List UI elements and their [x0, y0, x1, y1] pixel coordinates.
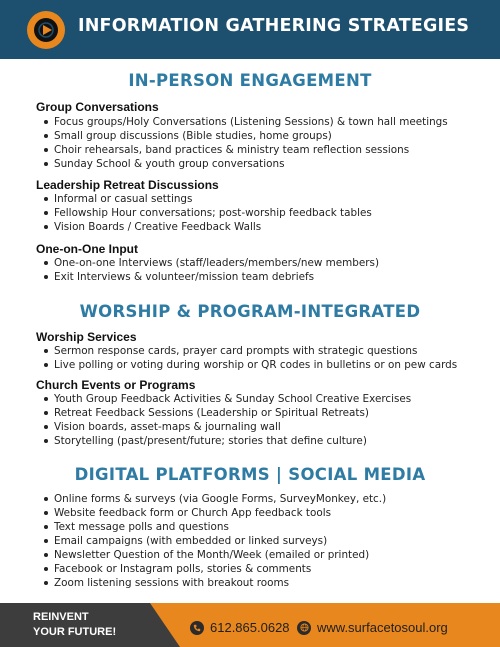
- list-item: Vision Boards / Creative Feedback Walls: [44, 220, 372, 234]
- list-item: Website feedback form or Church App feedback tools: [44, 506, 386, 520]
- list-worship-services: [44, 344, 457, 372]
- list-item: Focus groups/Holy Conversations (Listening Sessions) & town hall meetings: [44, 115, 448, 129]
- list-item: Zoom listening sessions with breakout rooms: [44, 576, 386, 590]
- list-item: Youth Group Feedback Activities & Sunday School Creative Exercises: [44, 392, 411, 406]
- list-item: Storytelling (past/present/future; stories that define culture): [44, 434, 411, 448]
- group-title-worship-services: Worship Services: [36, 330, 137, 344]
- website-url: www.surfacetosoul.org: [317, 620, 448, 635]
- list-item: Exit Interviews & volunteer/mission team debriefs: [44, 270, 379, 284]
- list-item: Facebook or Instagram polls, stories & comments: [44, 562, 386, 576]
- logo: [27, 11, 65, 49]
- list-item: Fellowship Hour conversations; post-worship feedback tables: [44, 206, 372, 220]
- list-digital-platforms: [44, 492, 386, 590]
- group-title-leadership-retreat: Leadership Retreat Discussions: [36, 178, 219, 192]
- list-item: One-on-one Interviews (staff/leaders/members/new members): [44, 256, 379, 270]
- section-title-worship: WORSHIP & PROGRAM-INTEGRATED: [79, 302, 421, 321]
- list-item: Sermon response cards, prayer card prompts with strategic questions: [44, 344, 457, 358]
- page-footer: [0, 603, 500, 647]
- website-link[interactable]: [297, 620, 448, 635]
- list-leadership-retreat: [44, 192, 372, 234]
- logo-inner-icon: [34, 18, 58, 42]
- section-title-digital: DIGITAL PLATFORMS | SOCIAL MEDIA: [74, 465, 426, 484]
- list-church-events: [44, 392, 411, 448]
- list-one-on-one: [44, 256, 379, 284]
- globe-icon: [297, 621, 311, 635]
- page-title: INFORMATION GATHERING STRATEGIES: [78, 16, 470, 36]
- phone-contact[interactable]: [190, 620, 290, 635]
- tagline-line1: REINVENT: [33, 611, 89, 623]
- group-title-church-events: Church Events or Programs: [36, 378, 196, 392]
- list-item: Vision boards, asset-maps & journaling wall: [44, 420, 411, 434]
- play-arrow-icon: [34, 18, 58, 42]
- phone-number: 612.865.0628: [210, 620, 290, 635]
- list-item: Email campaigns (with embedded or linked surveys): [44, 534, 386, 548]
- list-item: Live polling or voting during worship or QR codes in bulletins or on pew cards: [44, 358, 457, 372]
- list-item: Newsletter Question of the Month/Week (emailed or printed): [44, 548, 386, 562]
- tagline-line2: YOUR FUTURE!: [33, 626, 117, 638]
- group-title-one-on-one: One-on-One Input: [36, 242, 138, 256]
- list-item: Sunday School & youth group conversations: [44, 157, 448, 171]
- list-group-conversations: [44, 115, 448, 171]
- page-header: [0, 0, 500, 59]
- list-item: Text message polls and questions: [44, 520, 386, 534]
- section-title-in-person: IN-PERSON ENGAGEMENT: [128, 71, 372, 90]
- group-title-group-conversations: Group Conversations: [36, 100, 159, 114]
- list-item: Informal or casual settings: [44, 192, 372, 206]
- phone-icon: [190, 621, 204, 635]
- footer-tagline: [33, 610, 116, 640]
- list-item: Retreat Feedback Sessions (Leadership or Spiritual Retreats): [44, 406, 411, 420]
- list-item: Small group discussions (Bible studies, home groups): [44, 129, 448, 143]
- list-item: Choir rehearsals, band practices & ministry team reflection sessions: [44, 143, 448, 157]
- list-item: Online forms & surveys (via Google Forms, SurveyMonkey, etc.): [44, 492, 386, 506]
